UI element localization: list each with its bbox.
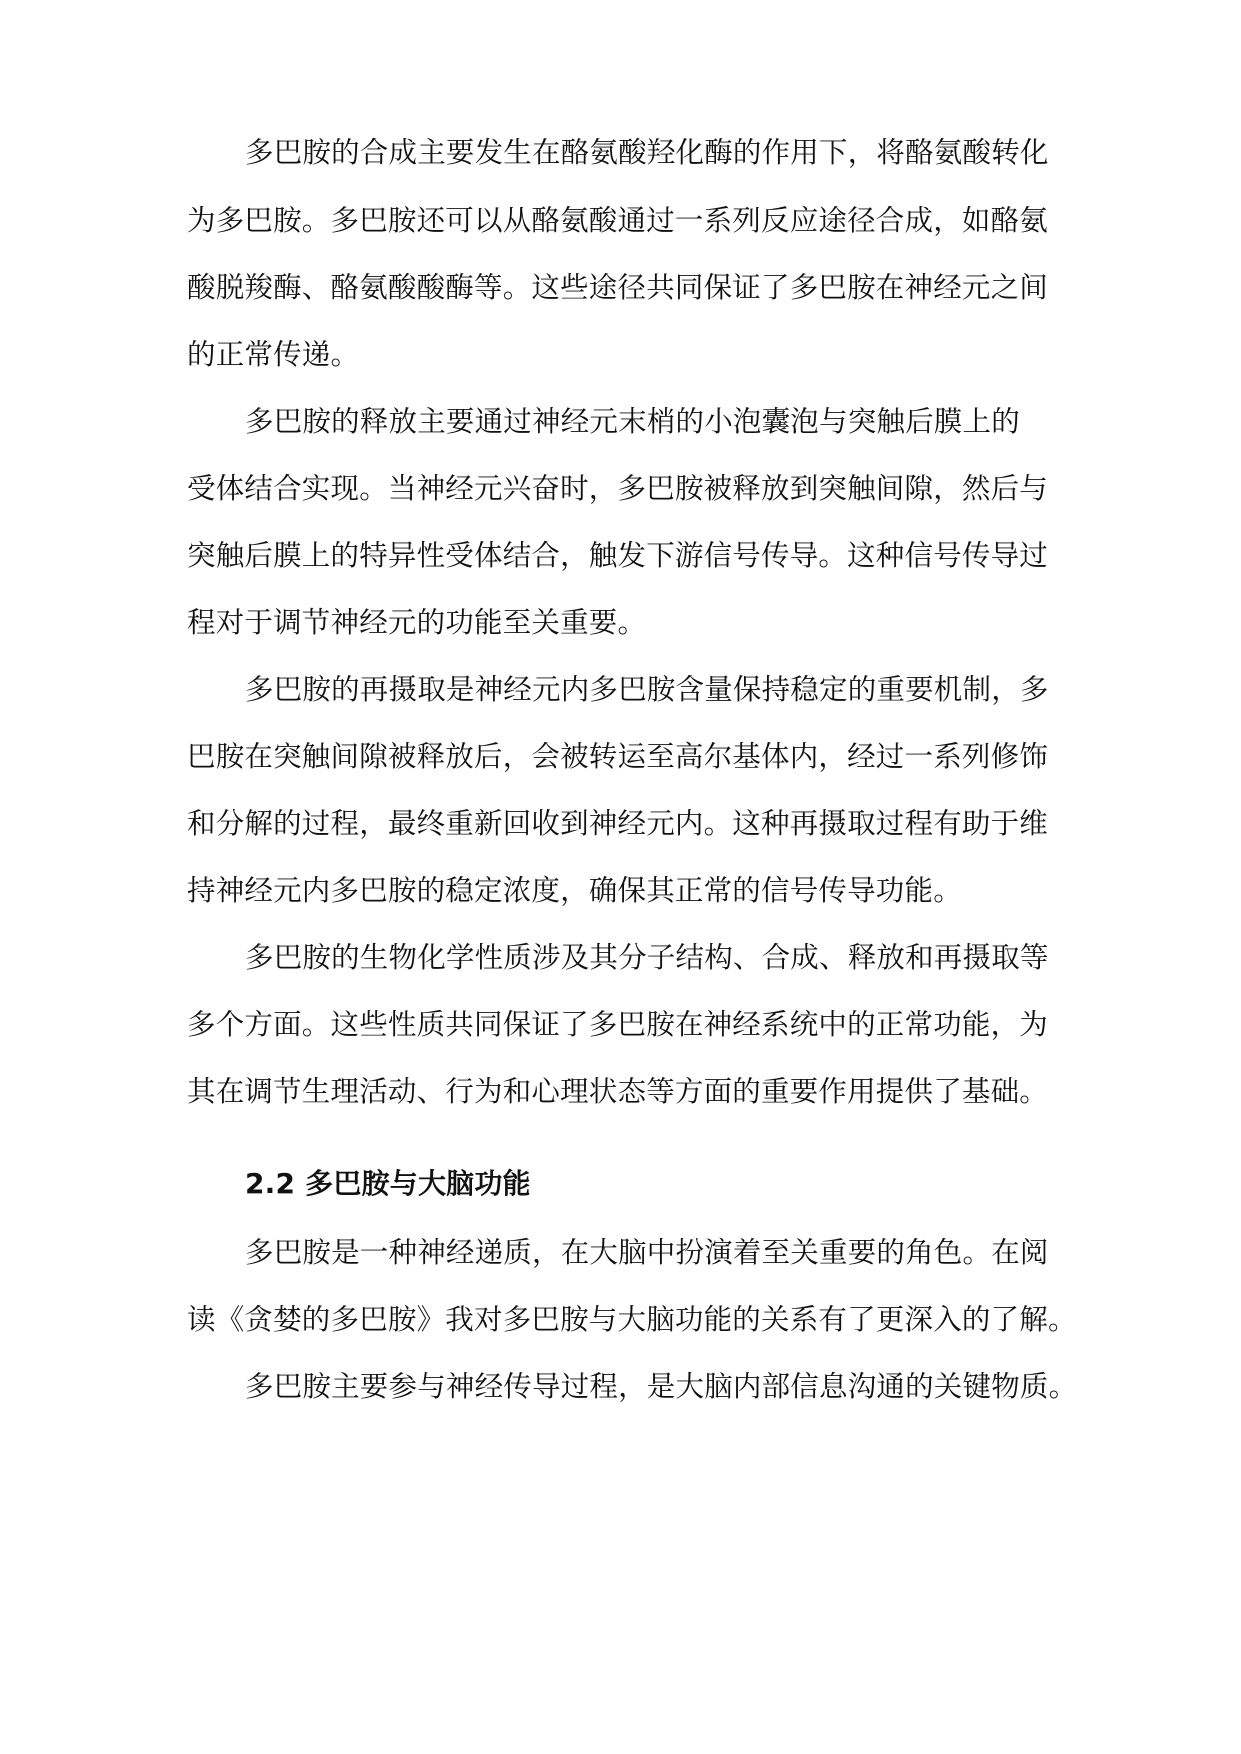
paragraph-4-line-2: 多个方面。这些性质共同保证了多巴胺在神经系统中的正常功能，为	[187, 1008, 1049, 1041]
paragraph-1-line-3: 酸脱羧酶、酪氨酸酸酶等。这些途径共同保证了多巴胺在神经元之间	[187, 271, 1049, 304]
paragraph-2-line-3: 突触后膜上的特异性受体结合，触发下游信号传导。这种信号传导过	[187, 539, 1049, 572]
paragraph-1-line-1: 多巴胺的合成主要发生在酪氨酸羟化酶的作用下，将酪氨酸转化	[245, 136, 1049, 169]
paragraph-5-line-1: 多巴胺是一种神经递质，在大脑中扮演着至关重要的角色。在阅	[245, 1236, 1049, 1269]
paragraph-2-line-4: 程对于调节神经元的功能至关重要。	[187, 606, 647, 639]
paragraph-4-line-1: 多巴胺的生物化学性质涉及其分子结构、合成、释放和再摄取等	[245, 941, 1049, 974]
paragraph-2-line-1: 多巴胺的释放主要通过神经元末梢的小泡囊泡与突触后膜上的	[245, 405, 1020, 438]
paragraph-3-line-3: 和分解的过程，最终重新回收到神经元内。这种再摄取过程有助于维	[187, 807, 1049, 840]
paragraph-1-line-4: 的正常传递。	[187, 338, 360, 371]
paragraph-1-line-2: 为多巴胺。多巴胺还可以从酪氨酸通过一系列反应途径合成，如酪氨	[187, 204, 1049, 237]
paragraph-4-line-3: 其在调节生理活动、行为和心理状态等方面的重要作用提供了基础。	[187, 1075, 1049, 1108]
paragraph-3-line-4: 持神经元内多巴胺的稳定浓度，确保其正常的信号传导功能。	[187, 874, 962, 907]
paragraph-5-line-2: 读《贪婪的多巴胺》我对多巴胺与大脑功能的关系有了更深入的了解。	[187, 1303, 1077, 1336]
paragraph-6-line-1: 多巴胺主要参与神经传导过程，是大脑内部信息沟通的关键物质。	[245, 1370, 1078, 1403]
paragraph-2-line-2: 受体结合实现。当神经元兴奋时，多巴胺被释放到突触间隙，然后与	[187, 472, 1049, 505]
paragraph-3-line-1: 多巴胺的再摄取是神经元内多巴胺含量保持稳定的重要机制，多	[245, 673, 1049, 706]
paragraph-3-line-2: 巴胺在突触间隙被释放后，会被转运至高尔基体内，经过一系列修饰	[187, 740, 1049, 773]
section-heading: 2.2 多巴胺与大脑功能	[245, 1167, 531, 1200]
